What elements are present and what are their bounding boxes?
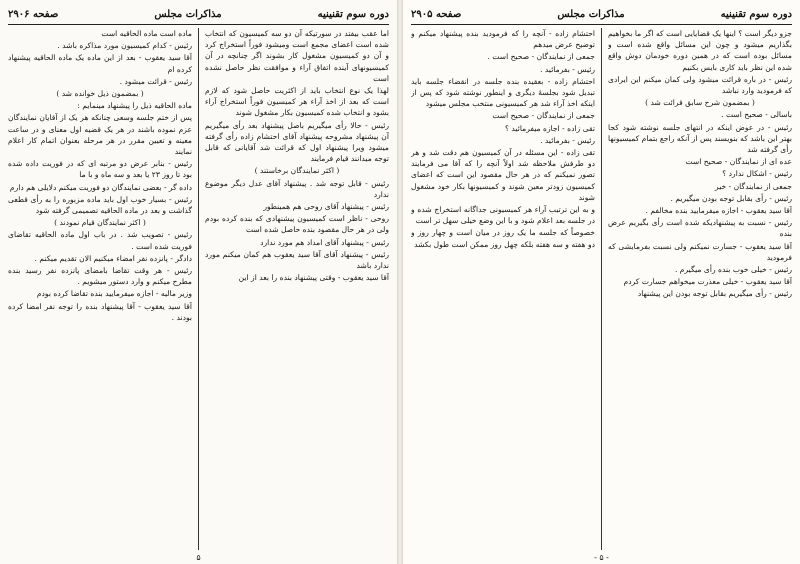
paragraph: رئیس - در باره قرائت میشود ولی کمان میکنم این ایرادی که فرمودید وارد نباشد [608,74,792,96]
right-page [403,0,800,564]
page-footer: - ۵ - [594,553,609,562]
paragraph: رئیس - پیشنهاد آقای آقا سید یعقوب هم کمان میکنم مورد ندارد باشد [205,249,389,271]
page-title: مذاکرات مجلس [154,8,222,20]
paragraph: ( بمضمون شرح سابق قرائت شد ) [645,98,755,108]
paragraph: جمعی از نمایندگان - صحیح است . [487,52,595,62]
paragraph: رئیس - در عوض اینکه در انتهای جلسه نوشته شود کجا بهتر این باشد که بنویسند پس از آنکه راجع بتمام کمیسیونها رأی گرفته شد [608,122,792,155]
column-divider [601,28,602,550]
paragraph: رئیس - بفرمائید . [540,64,595,74]
paragraph: آقا سید یعقوب - بعد از این ماده یک ماده الحاقیه پیشنهاد کرده ام [8,53,192,74]
paragraph: ( اکثر نمایندگان برخاستند ) [254,166,340,176]
text-column-left [411,28,595,550]
right-page-header [411,6,792,25]
paragraph: احتشام زاده - آنچه را که فرمودید بنده پیشنهاد میکنم و توضیح عرض میدهم [411,29,595,50]
paragraph: لهذا یک نوع انتخاب باید از اکثریت حاصل شود که لازم است که بعد از اخذ آراء هر کمیسیون فوراً استخراج آراء بشود و انتخاب شده کمیسیون بکار مشغول شوند [205,86,389,118]
paragraph: پس از ختم جلسه وسعی چنانکه هر یک از آقایان نمایندگان عزم نموده باشند در هر یک قضیه اول معنای و در ساعت معینه و تعیین مقرر در هر مرحله بعنوان اتمام کار اعلام نمایند [8,113,192,157]
page-footer: ۵ [196,553,201,562]
paragraph: ( بمضمون ذیل خوانده شد ) [56,89,144,99]
paragraph: رئیس - هر وقت تقاضا بامضای پانزده نفر رسید بنده مطرح میکنم و وارد دستور میشویم . [8,266,192,287]
paragraph: خصوصاً که جلسه ما یک روز در میان است و چهار روز و دو هفته و سه هفته بلکه چهل روز ممکن است طول بکشد [411,228,595,249]
paragraph: جمعی از نمایندگان - خیر [715,181,792,191]
paragraph: آقا سید یعقوب - آقا پیشنهاد بنده را توجه نفر امضا کرده بودند . [8,301,192,322]
paragraph: ماده الحاقیه ذیل را پیشنهاد مینمایم : [77,101,192,111]
paragraph: رئیس - رأی بقابل توجه بودن میگیریم . [670,193,792,203]
paragraph: احتشام زاده - بعقیده بنده جلسه در انقضاء جلسه باید تبدیل شود بجلسهٔ دیگری و اینطور نوشته شود که پس از اینکه اخذ آراء شد هر کمیسیونی منتخب مجلس میشود [411,76,595,109]
paragraph: رئیس - بنابر عرض دو مرتبه ای که در فوریت داده شده بود تا روز ۲۳ یا بعد و سه ماه و با ما [8,159,192,180]
paragraph: ( اکثر نمایندگان قیام نمودند ) [54,218,146,228]
paragraph: رئیس - تصویب شد . در باب اول ماده الحاقیه تقاضای فوریت شده است . [8,230,192,251]
paragraph: باسالی - صحیح است . [721,110,792,120]
column-divider [198,28,199,550]
paragraph: اما عقب بیفتد در سورتیکه آن دو سه کمیسیون که انتخاب شده است اعضای مجمع است ومیشود فوراً استخراج کرد و آن دو کمیسیون مشغول کار بشوند اگر چنانچه در آن کمیسیونهای آینده اتفاق آراء و موافقت نظر حاصل نشده است [205,29,389,83]
paragraph: آقا سید یعقوب - اجازه میفرمایید بنده مخالفم . [645,206,792,216]
page-number: صفحه ۲۹۰۶ [8,8,59,20]
paragraph: رئیس - خیلی خوب بنده رأی میگیرم . [674,265,792,275]
paragraph: وزیر مالیه - اجازه میفرمایید بنده تقاضا کرده بودم [36,289,192,299]
left-page [0,0,397,564]
text-column-left [8,28,192,550]
session-label: دوره سوم تقنینیه [317,8,389,20]
session-label: دوره سوم تقنینیه [720,8,792,20]
page-title: مذاکرات مجلس [557,8,625,20]
paragraph: تقی زاده - این مسئله در آن کمیسیون هم دقت شد و هر دو طرفش ملاحظه شد اولاً آنچه را که آقا می فرمایند تصور نمیکنم که در هر حال مقصود این است که اعضای کمیسیون زودتر معین شوند و کمیسیونها بکار خود مشغول شوند [411,148,595,202]
page-number: صفحه ۲۹۰۵ [411,8,462,20]
paragraph: رئیس - بسیار خوب اول باید ماده مزبوره را به رأی قطعی گذاشت و بعد در ماده الحاقیه تصمیمی گرفته شود [8,194,192,216]
paragraph: روحی - ناظر است کمیسیون پیشنهادی که بنده کرده بودم ولی در هر حال مقصود بنده حاصل شده است [205,214,389,235]
paragraph: آقا سید یعقوب - وقتی پیشنهاد بنده را بعد از این [238,273,389,283]
paragraph: رئیس - پیشنهاد آقای روحی هم همینطور [263,202,389,212]
paragraph: جمعی از نمایندگان - صحیح است [492,111,595,121]
paragraph: رئیس - اشکال ندارد ؟ [722,169,792,179]
paragraph: رئیس - بفرمائید . [540,135,595,145]
text-column-right [608,28,792,550]
paragraph: رئیس - نسبت به پیشنهادیکه شده است رأی بگیریم عرض بنده [608,218,792,239]
paragraph: ماده است ماده الحاقیه است [101,29,192,38]
paragraph: جزو دیگر است ؟ اینها یک قضایایی است که اگر ما بخواهیم بگذاریم میشود و چون این مسائل واقع شده است و مسائل بوده است که در همین دوره خودمان دوش واقع شده این نظر باید کاری بایس بکنیم [608,29,792,72]
right-page-columns [411,28,792,550]
paragraph: رئیس - قرائت میشود . [119,76,192,86]
left-page-header [8,6,389,25]
left-page-columns [8,28,389,550]
paragraph: رئیس - رأی میگیریم بقابل توجه بودن این پیشنهاد [637,289,792,299]
paragraph: آقا سید یعقوب - جسارت نمیکنم ولی نسبت بفرمایشی که فرمودید [608,241,792,262]
paragraph: عده ای از نمایندگان - صحیح است [685,157,792,167]
paragraph: دادگر - پانزده نفر امضاء میکنیم الان تقدیم میکنم . [34,253,192,263]
paragraph: و به این ترتیب آراء هر کمیسیونی جداگانه استخراج شده و در جلسه بعد اعلام شود و با این وضع خیلی سهل تر است [411,205,595,226]
paragraph: تقی زاده - اجازه میفرمائید ؟ [504,123,595,133]
paragraph: رئیس - کدام کمیسیون مورد مذاکره باشد . [57,41,192,51]
paragraph: داده گر - بعضی نمایندگان دو فوریت میکنم دلایلی هم دارم [9,182,192,192]
paragraph: رئیس - پیشنهاد آقای امداد هم مورد ندارد [260,237,389,247]
text-column-right [205,28,389,550]
paragraph: رئیس - قابل توجه شد . پیشنهاد آقای عدل دیگر موضوع ندارد [205,178,389,199]
paragraph: آقا سید یعقوب - خیلی معذرت میخواهم جسارت کردم [623,277,792,287]
paragraph: رئیس - حالا رأی میگیریم باصل پیشنهاد بعد رأی میگیریم آن پیشنهاد مشروحه پیشنهاد آقای احتشام زاده رأی گرفته میشود ویرا پیشنهاد اول که قرائت شد آقایانی که قابل توجه میدانند قیام فرمایند [205,120,389,164]
